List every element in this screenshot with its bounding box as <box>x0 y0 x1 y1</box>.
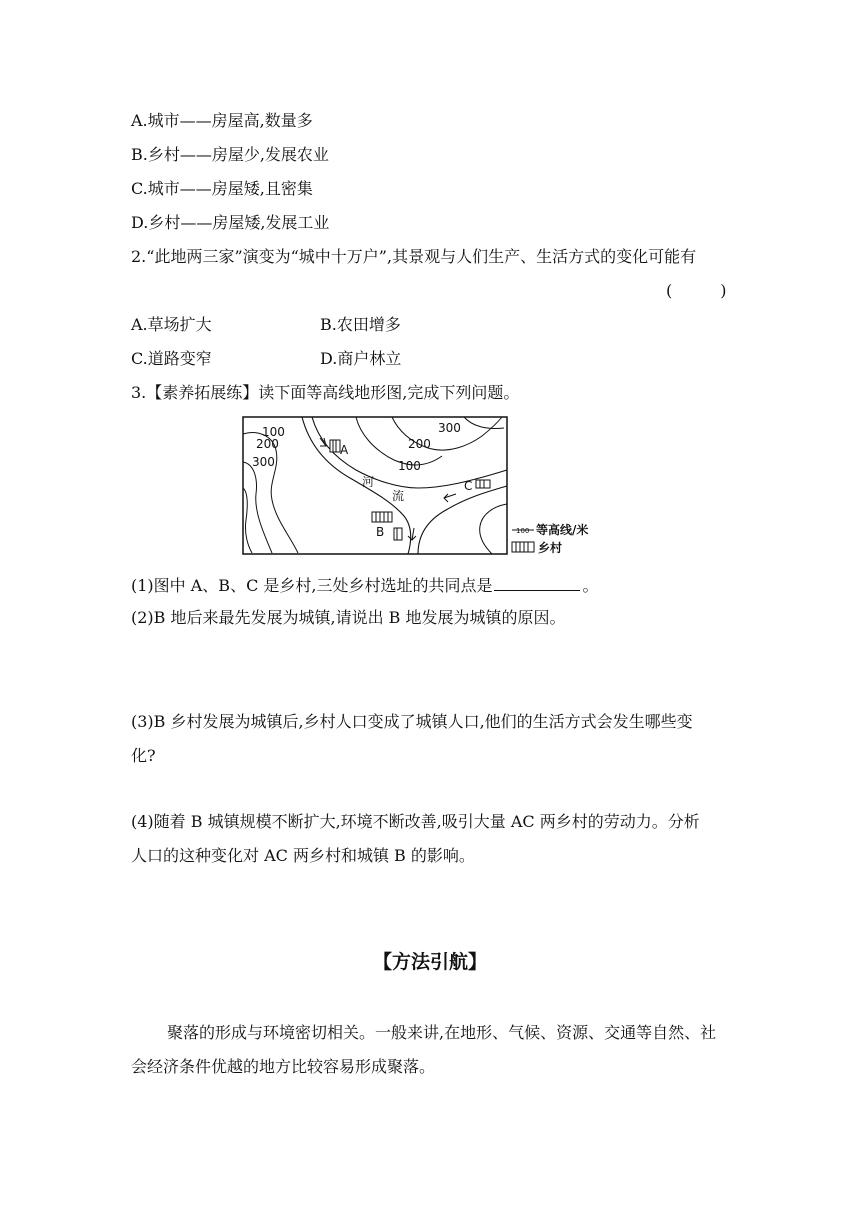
q1-option-c: C.城市——房屋矮,且密集 <box>131 179 313 198</box>
q3-sub4-line2: 人口的这种变化对 AC 两乡村和城镇 B 的影响。 <box>131 846 475 865</box>
contour-label: 200 <box>408 437 431 451</box>
legend-village-symbol <box>512 542 534 552</box>
contour-line-left-300 <box>243 488 252 553</box>
flow-arrow-right <box>444 494 456 502</box>
q2-option-d: D.商户林立 <box>320 349 402 368</box>
q3-sub1 <box>131 576 599 596</box>
contour-map <box>242 416 622 562</box>
river-label: 河 <box>362 475 375 489</box>
contour-label: 200 <box>256 437 279 451</box>
village-a-symbol <box>330 440 340 452</box>
method-paragraph: 聚落的形成与环境密切相关。一般来讲,在地形、气候、资源、交通等自然、社会经济条件优越的地方比较容易形成聚落。 <box>131 1023 717 1076</box>
legend-village-text: 乡村 <box>538 541 563 555</box>
flow-arrow-upper <box>320 438 326 446</box>
q2-stem: 2.“此地两三家”演变为“城中十万户”,其景观与人们生产、生活方式的变化可能有 <box>131 247 697 266</box>
contour-label: 300 <box>252 455 275 469</box>
q1-option-d: D.乡村——房屋矮,发展工业 <box>131 213 330 232</box>
q3-sub3-line1: (3)B 乡村发展为城镇后,乡村人口变成了城镇人口,他们的生活方式会发生哪些变 <box>131 712 693 731</box>
q2-option-c: C.道路变窄 <box>131 349 212 368</box>
q2-option-a: A.草场扩大 <box>131 315 212 334</box>
village-label-a: A <box>340 443 349 457</box>
river-bank-main-south <box>418 486 507 554</box>
flow-arrow-lower <box>408 528 416 540</box>
q3-sub2: (2)B 地后来最先发展为城镇,请说出 B 地发展为城镇的原因。 <box>131 608 566 627</box>
river-label: 流 <box>392 489 405 503</box>
village-label-c: C <box>464 479 473 493</box>
q2-answer-paren: ( ) <box>666 281 727 300</box>
q3-sub1-end: 。 <box>582 576 599 595</box>
q3-stem: 3.【素养拓展练】读下面等高线地形图,完成下列问题。 <box>131 383 520 402</box>
contour-line-upper-300 <box>464 417 504 429</box>
q1-option-b: B.乡村——房屋少,发展农业 <box>131 145 329 164</box>
q3-sub3-line2: 化? <box>131 746 156 765</box>
answer-blank[interactable] <box>494 576 580 591</box>
legend <box>512 522 588 555</box>
contour-label: 100 <box>262 425 285 439</box>
legend-contour-text: 等高线/米 <box>536 523 589 537</box>
q3-sub1-text: (1)图中 A、B、C 是乡村,三处乡村选址的共同点是 <box>131 576 493 595</box>
village-c-symbol <box>476 480 490 488</box>
village-label-b: B <box>376 525 385 539</box>
contour-label: 300 <box>438 421 461 435</box>
method-heading: 【方法引航】 <box>372 951 487 973</box>
q1-option-a: A.城市——房屋高,数量多 <box>131 111 313 130</box>
q3-sub4-line1: (4)随着 B 城镇规模不断扩大,环境不断改善,吸引大量 AC 两乡村的劳动力。分析 <box>131 812 700 831</box>
contour-line-lower-right <box>480 504 507 554</box>
q2-option-b: B.农田增多 <box>320 315 401 334</box>
contour-label: 100 <box>398 459 421 473</box>
legend-contour-value: 100 <box>516 527 530 535</box>
